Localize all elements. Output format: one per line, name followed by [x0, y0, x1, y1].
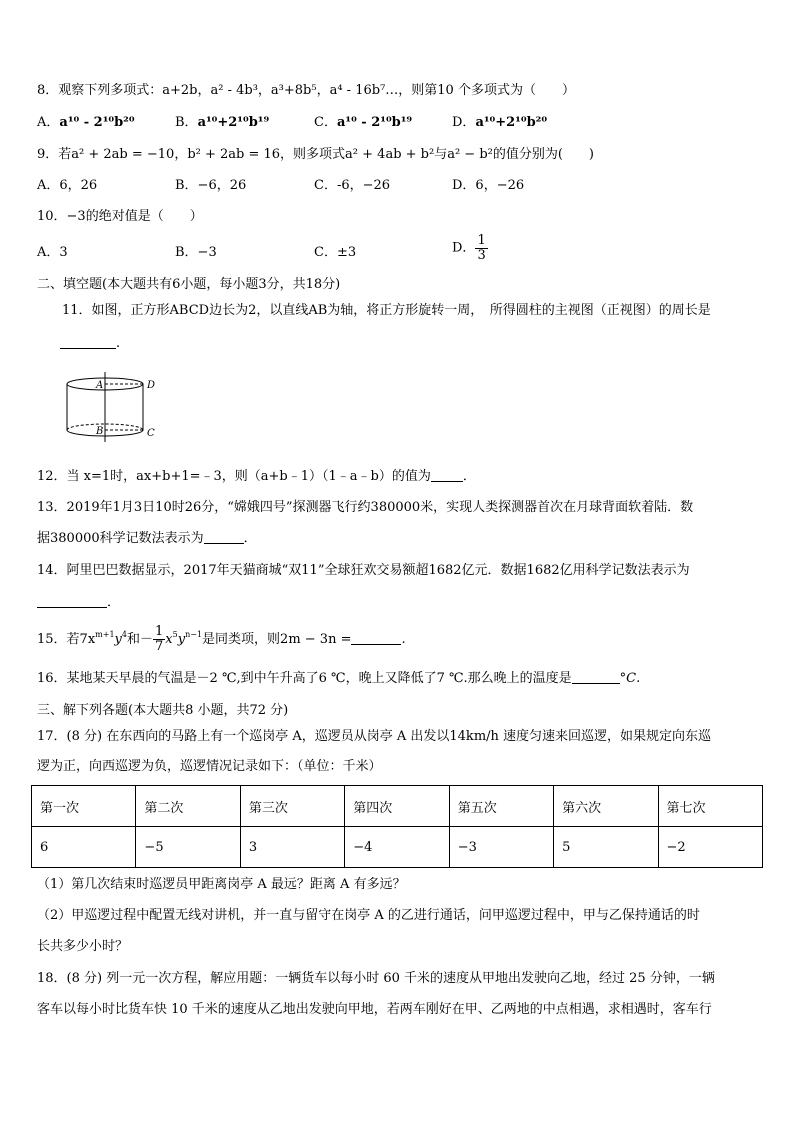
q13-answer-blank[interactable] — [204, 531, 244, 544]
q10-fraction: $\frac{1}{3}$ — [477, 233, 486, 263]
q15-answer-blank[interactable] — [351, 632, 401, 645]
q17-sub2-line2: 长共多少小时？ — [37, 939, 129, 954]
table-header-cell: 第二次 — [136, 786, 240, 827]
label-a: A — [96, 380, 104, 391]
table-header-cell: 第六次 — [554, 786, 658, 827]
q12-answer-blank[interactable] — [431, 469, 463, 482]
q9-option-b: B．−6，26 — [175, 178, 247, 193]
table-cell: 6 — [32, 827, 136, 868]
q14-line1: 14．阿里巴巴数据显示，2017年天猫商城“双11”全球狂欢交易额超1682亿元．数据1682亿用科学记数法表示为 — [37, 563, 690, 578]
q8-option-b: B．a¹⁰+2¹⁰b¹⁹ — [175, 115, 270, 130]
q14-answer-blank[interactable] — [37, 595, 107, 608]
label-d: D — [147, 380, 156, 391]
q11-cylinder-figure — [58, 368, 178, 446]
q9-option-d: D．6，−26 — [452, 178, 525, 193]
q8-option-a: A．a¹⁰ - 2¹⁰b²⁰ — [37, 115, 135, 130]
label-c: C — [147, 428, 155, 439]
q12-line: 12．当 x=1时，ax+b+1=﹣3，则（a+b﹣1）（1﹣a﹣b）的值为 ． — [37, 469, 476, 484]
q17-sub1: （1）第几次结束时巡逻员甲距离岗亭 A 最远？距离 A 有多远？ — [37, 877, 406, 892]
table-header-cell: 第一次 — [32, 786, 136, 827]
q10-stem: 10．−3的绝对值是（ ） — [37, 209, 203, 224]
table-header-cell: 第三次 — [240, 786, 344, 827]
table-cell: −5 — [136, 827, 240, 868]
section-3-heading: 三、解下列各题(本大题共8 小题，共72 分) — [37, 703, 289, 718]
label-b: B — [96, 426, 104, 437]
table-cell: 5 — [554, 827, 658, 868]
q18-line1: 18．(8 分) 列一元一次方程，解应用题：一辆货车以每小时 60 千米的速度从甲地出发驶向乙地，经过 25 分钟，一辆 — [37, 971, 715, 986]
q17-line1: 17．(8 分) 在东西向的马路上有一个巡岗亭 A，巡逻员从岗亭 A 出发以14km/h 速度匀速来回巡逻，如果规定向东巡 — [37, 729, 712, 744]
q18-line2: 客车以每小时比货车快 10 千米的速度从乙地出发驶向甲地，若两车刚好在甲、乙两地的中点相遇，求相遇时，客车行 — [37, 1002, 712, 1017]
table-cell: −2 — [658, 827, 762, 868]
q11-answer-line: . — [60, 335, 120, 353]
q9-stem: 9．若a² + 2ab = −10，b² + 2ab = 16，则多项式a² + 4ab + b²与a² − b²的值分别为( ) — [37, 147, 595, 162]
q8-option-d: D．a¹⁰+2¹⁰b²⁰ — [452, 115, 548, 130]
table-header-cell: 第五次 — [449, 786, 553, 827]
q11-stem: 11．如图，正方形ABCD边长为2，以直线AB为轴，将正方形旋转一周， 所得圆柱的主视图（正视图）的周长是 — [62, 303, 711, 318]
table-cell: 3 — [240, 827, 344, 868]
q14-line2: ． — [37, 594, 120, 612]
table-cell: −4 — [345, 827, 449, 868]
q17-record-table — [31, 785, 763, 868]
table-header-cell: 第七次 — [658, 786, 762, 827]
table-header-cell: 第四次 — [345, 786, 449, 827]
q13-line1: 13．2019年1月3日10时26分，“嫦娥四号”探测器飞行约380000米，实现人类探测器首次在月球背面软着陆．数 — [37, 500, 694, 515]
q13-line2: 据380000科学记数法表示为 ． — [37, 531, 257, 546]
q10-option-c: C．±3 — [314, 245, 357, 260]
table-cell: −3 — [449, 827, 553, 868]
q15-line: 15．若$7x^{m+1}y^4$和－ $\frac{1}{7}$ $x^5y^{n-1}$是同类项，则2m − 3n = . — [37, 624, 406, 654]
q11-answer-blank[interactable] — [60, 336, 116, 349]
q8-option-c: C．a¹⁰ - 2¹⁰b¹⁹ — [314, 115, 413, 130]
table-header-row — [32, 786, 763, 827]
q10-option-d: D． $\frac{1}{3}$ — [452, 233, 486, 263]
q17-line2: 逻为正，向西巡逻为负，巡逻情况记录如下：（单位：千米） — [37, 759, 382, 774]
q17-sub2-line1: （2）甲巡逻过程中配置无线对讲机，并一直与留守在岗亭 A 的乙进行通话，问甲巡逻过程中，甲与乙保持通话的时 — [37, 908, 700, 923]
q9-option-a: A．6，26 — [37, 178, 98, 193]
table-row — [32, 827, 763, 868]
q16-answer-blank[interactable] — [572, 671, 620, 684]
q10-option-a: A．3 — [37, 245, 68, 260]
q9-option-c: C．-6，−26 — [314, 178, 391, 193]
q16-line: 16．某地某天早晨的气温是－2 ℃,到中午升高了6 ℃，晚上又降低了7 ℃.那么晚上的温度是 °C. — [37, 671, 641, 686]
section-2-heading: 二、填空题(本大题共有6小题，每小题3分，共18分) — [37, 277, 341, 292]
q8-stem: 8．观察下列多项式：a+2b，a² - 4b³，a³+8b⁵，a⁴ - 16b⁷…，则第10 个多项式为（ ） — [37, 83, 575, 98]
q15-fraction: $\frac{1}{7}$ — [155, 624, 164, 654]
q10-option-b: B．−3 — [175, 245, 217, 260]
